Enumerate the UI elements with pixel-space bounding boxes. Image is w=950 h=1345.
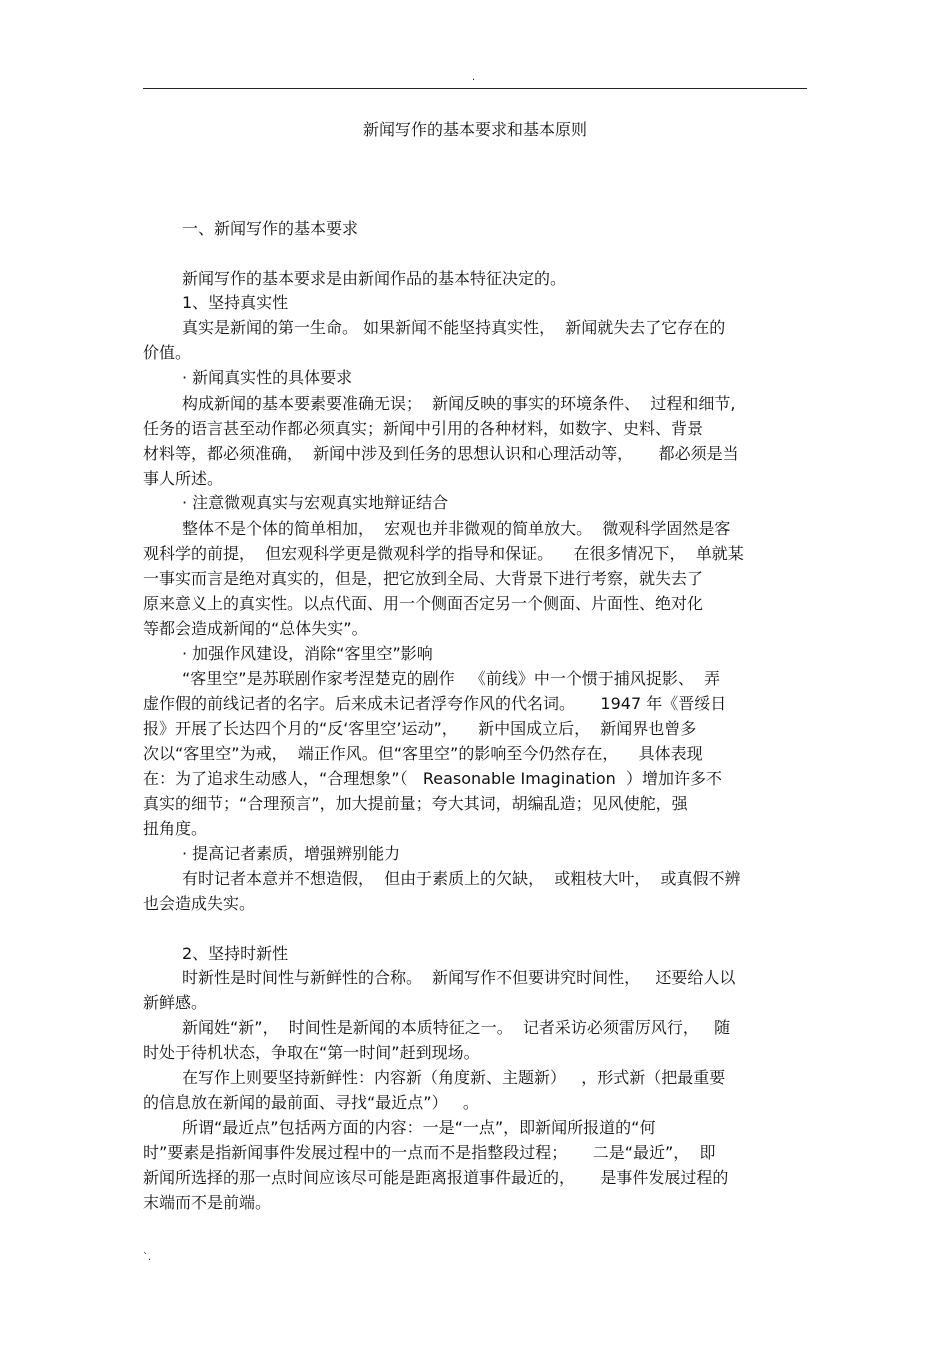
paragraph-line: 有时记者本意并不想造假， 但由于素质上的欠缺， 或粗枝大叶， 或真假不辨	[182, 869, 741, 888]
paragraph-line: 整体不是个体的简单相加， 宏观也并非微观的简单放大。 微观科学固然是客	[182, 519, 731, 538]
paragraph-line: 事人所述。	[143, 469, 224, 488]
paragraph-line: 时处于待机状态，争取在“第一时间”赶到现场。	[143, 1043, 480, 1062]
paragraph-line: 一事实而言是绝对真实的，但是，把它放到全局、大背景下进行考察，就失去了	[143, 569, 704, 588]
paragraph-line: 等都会造成新闻的“总体失实”。	[143, 619, 368, 638]
paragraph-line: 材料等，都必须准确， 新闻中涉及到任务的思想认识和心理活动等， 都必须是当	[143, 444, 739, 463]
paragraph-line: 观科学的前提， 但宏观科学更是微观科学的指导和保证。 在很多情况下， 单就某	[143, 544, 744, 563]
bullet-heading: · 新闻真实性的具体要求	[182, 368, 353, 387]
paragraph-line: 时新性是时间性与新鲜性的合称。 新闻写作不但要讲究时间性， 还要给人以	[182, 968, 736, 987]
paragraph-line: 虚作假的前线记者的名字。后来成未记者浮夸作风的代名词。 1947 年《晋绥日	[143, 694, 727, 713]
paragraph-line: 新闻姓“新”， 时间性是新闻的本质特征之一。 记者采访必须雷厉风行， 随	[182, 1018, 731, 1037]
paragraph-line: 扭角度。	[143, 819, 208, 838]
subsection-heading: 1、坚持真实性	[182, 293, 289, 312]
paragraph-line: 任务的语言甚至动作都必须真实；新闻中引用的各种材料，如数字、史料、背景	[143, 419, 704, 438]
paragraph-line: 报》开展了长达四个月的“反‘客里空’运动”， 新中国成立后， 新闻界也曾多	[143, 719, 697, 738]
paragraph-line: 真实是新闻的第一生命。 如果新闻不能坚持真实性， 新闻就失去了它存在的	[182, 318, 726, 337]
paragraph-line: 在：为了追求生动感人，“合理想象”（ Reasonable Imagination ）增加许多不	[143, 769, 722, 788]
paragraph-line: 时”要素是指新闻事件发展过程中的一点而不是指整段过程； 二是“最近”， 即	[143, 1143, 716, 1162]
header-mark: .	[472, 72, 476, 83]
paragraph-line: 的信息放在新闻的最前面、寻找“最近点”） 。	[143, 1093, 479, 1112]
bullet-heading: · 加强作风建设，消除“客里空”影响	[182, 644, 433, 663]
paragraph-line: 所谓“最近点”包括两方面的内容：一是“一点”，即新闻所报道的“何	[182, 1118, 656, 1137]
paragraph-line: 次以“客里空”为戒， 端正作风。但“客里空”的影响至今仍然存在， 具体表现	[143, 744, 703, 763]
bullet-heading: · 提高记者素质，增强辨别能力	[182, 844, 401, 863]
paragraph-line: 原来意义上的真实性。以点代面、用一个侧面否定另一个侧面、片面性、绝对化	[143, 594, 704, 613]
paragraph-line: 新闻所选择的那一点时间应该尽可能是距离报道事件最近的， 是事件发展过程的	[143, 1168, 729, 1187]
paragraph-line: 末端而不是前端。	[143, 1193, 272, 1212]
header-rule	[143, 88, 807, 89]
paragraph-line: 真实的细节；“合理预言”，加大提前量；夸大其词，胡编乱造；见风使舵，强	[143, 794, 688, 813]
bullet-heading: · 注意微观真实与宏观真实地辩证结合	[182, 493, 449, 512]
paragraph-line: 新闻写作的基本要求是由新闻作品的基本特征决定的。	[182, 269, 567, 288]
footer-mark: `.	[143, 1252, 152, 1263]
section-heading: 一、新闻写作的基本要求	[182, 219, 359, 238]
paragraph-line: 新鲜感。	[143, 993, 208, 1012]
paragraph-line: 也会造成失实。	[143, 894, 256, 913]
paragraph-line: 价值。	[143, 343, 192, 362]
paragraph-line: 构成新闻的基本要素要准确无误； 新闻反映的事实的环境条件、 过程和细节,	[182, 394, 736, 413]
document-title: 新闻写作的基本要求和基本原则	[362, 120, 587, 139]
paragraph-line: 在写作上则要坚持新鲜性：内容新（角度新、主题新） ，形式新（把最重要	[182, 1068, 726, 1087]
subsection-heading: 2、坚持时新性	[182, 944, 289, 963]
paragraph-line: “客里空”是苏联剧作家考涅楚克的剧作 《前线》中一个惯于捕风捉影、 弄	[182, 669, 721, 688]
